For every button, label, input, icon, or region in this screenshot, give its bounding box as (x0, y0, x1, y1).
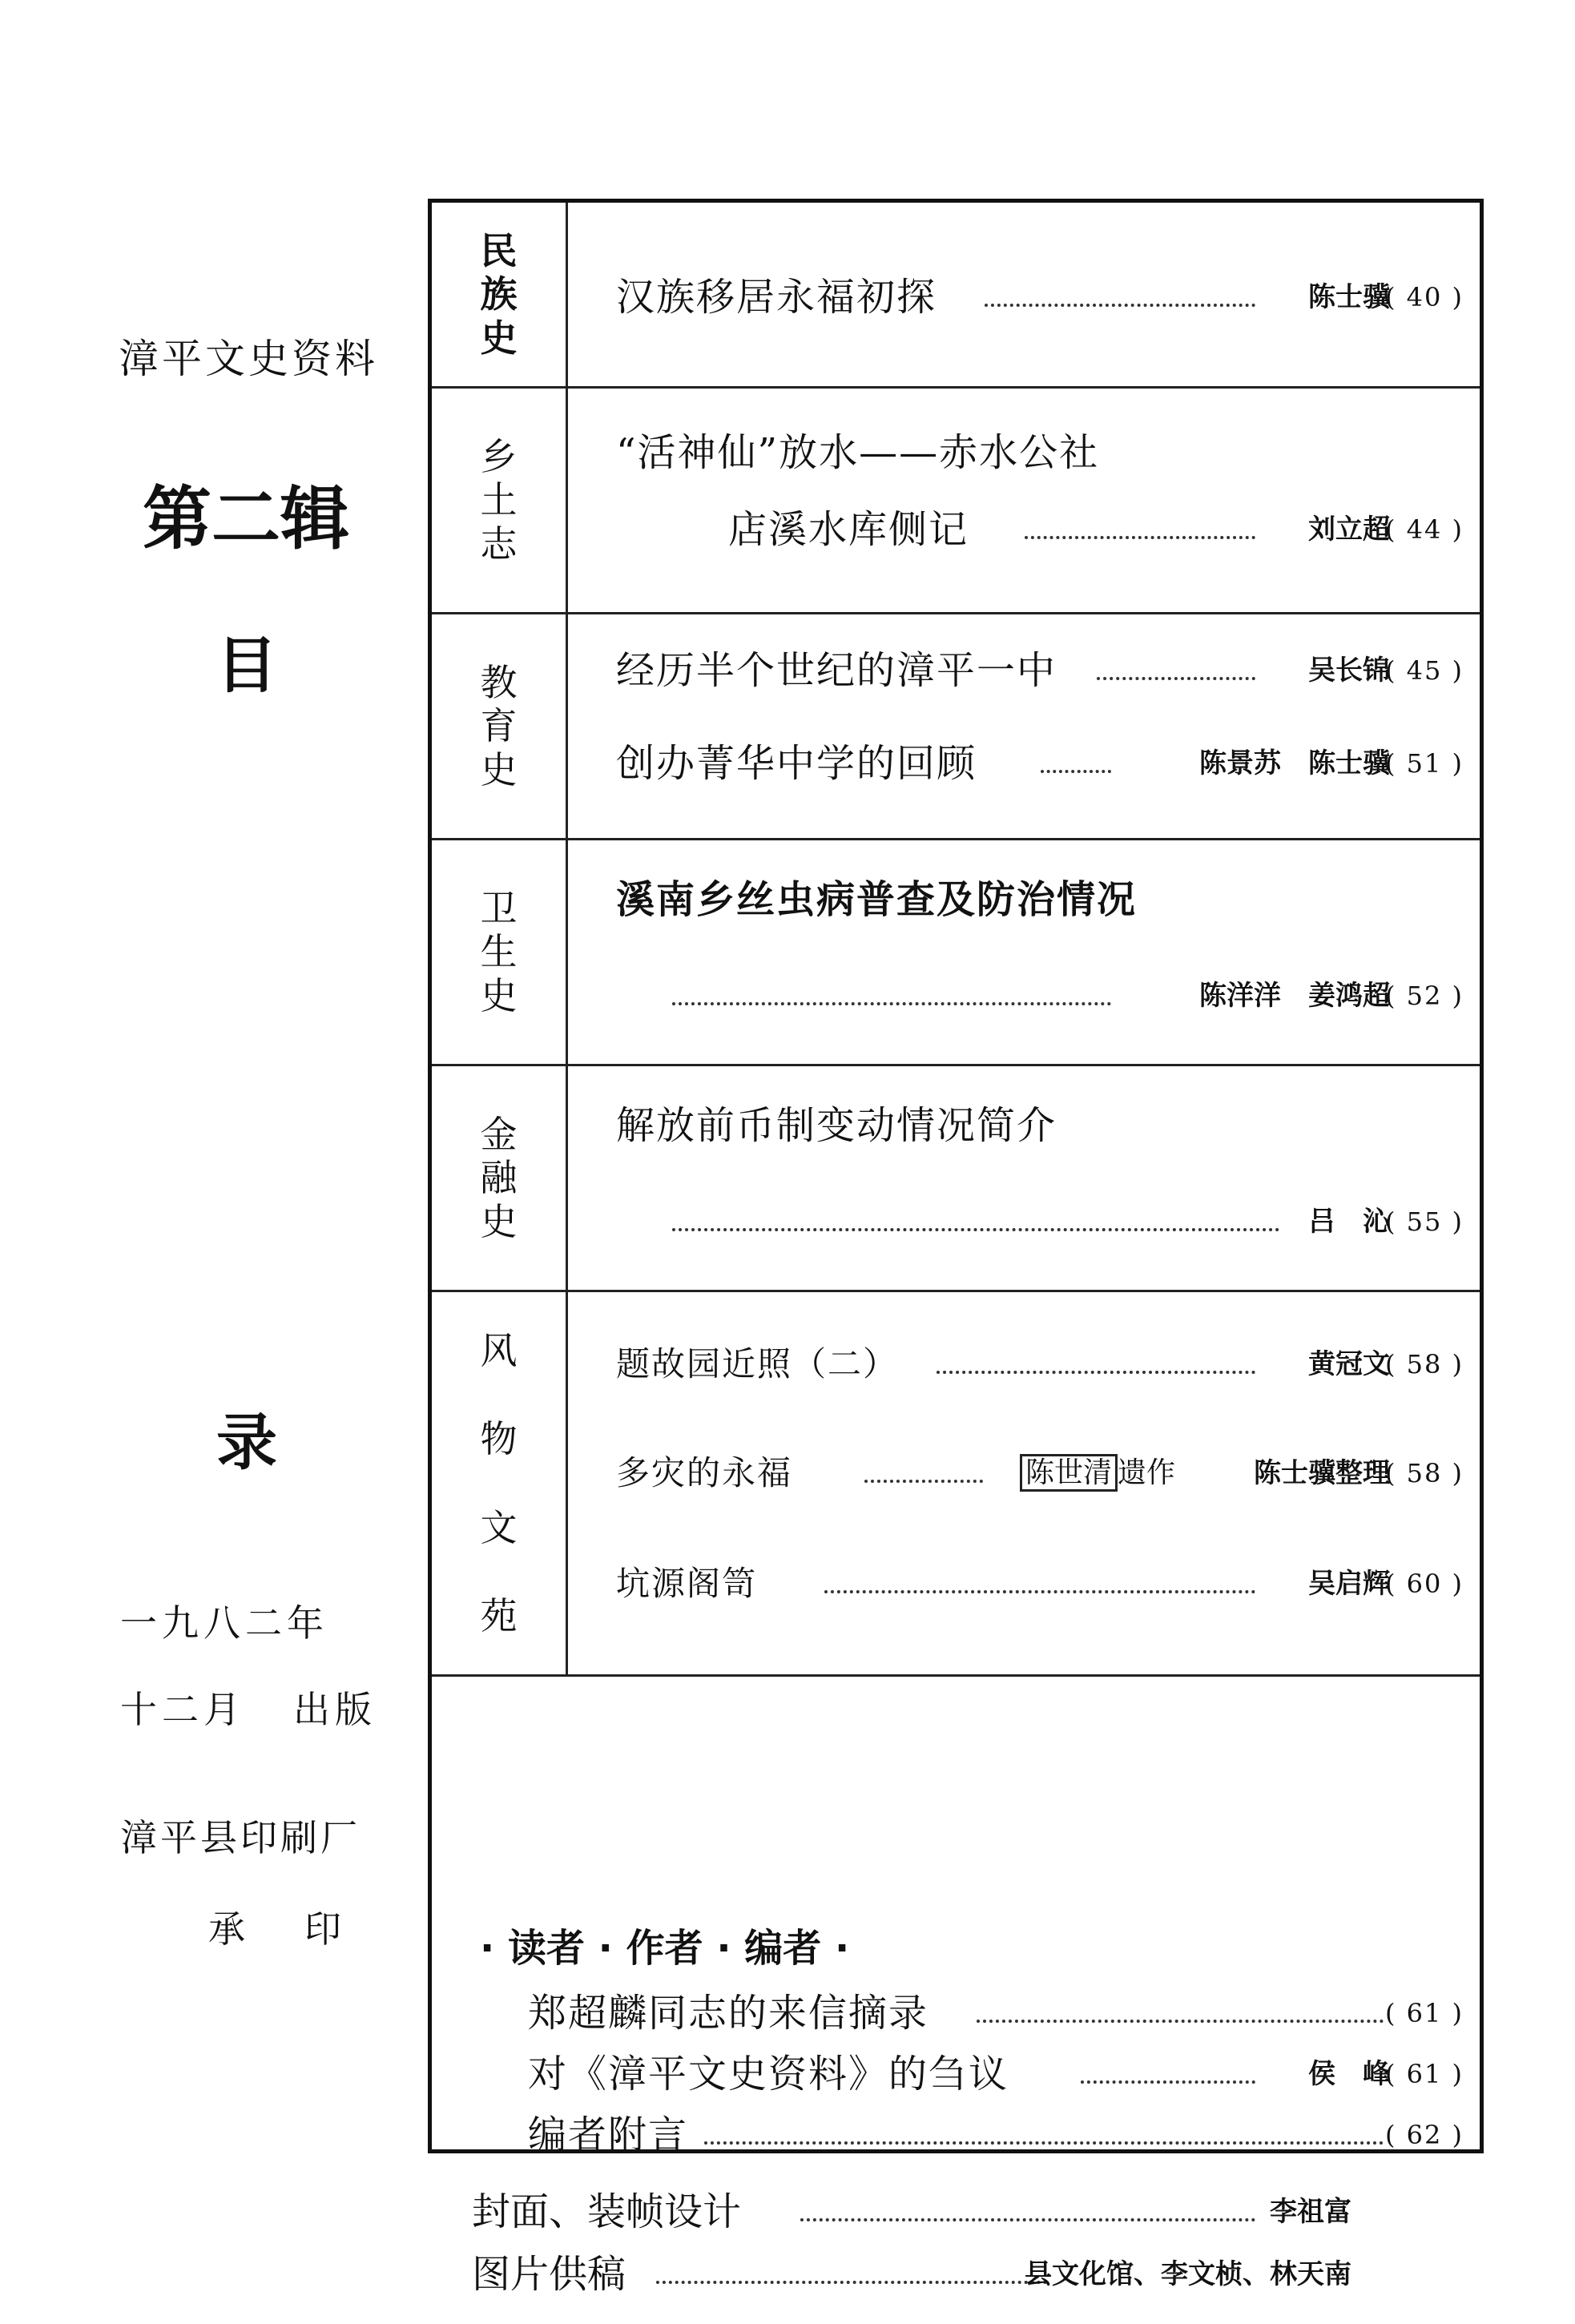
series-title: 漳平文史资料 (119, 336, 378, 382)
label-char: 苑 (480, 1593, 518, 1637)
toc-entry[interactable] (528, 2111, 1464, 2159)
entry-page: ( 52 ) (1384, 981, 1464, 1011)
entry-page: ( 45 ) (1384, 655, 1464, 686)
label-char: 史 (480, 747, 518, 791)
label-char: 土 (480, 478, 518, 522)
toc-entry[interactable] (616, 876, 1464, 924)
toc-heading-char-1: 目 (216, 630, 277, 701)
entry-author: 吕 沁 (1308, 1206, 1390, 1238)
entry-author: 陈士骥整理 (1254, 1457, 1390, 1489)
leader-dots (704, 2093, 1384, 2145)
printed-label (208, 1900, 344, 1953)
publication-year: 一九八二年 (120, 1601, 328, 1645)
section-ethnic-history (432, 203, 1480, 389)
label-char: 史 (480, 973, 518, 1017)
issue-title: 第二辑 (143, 479, 349, 559)
printed-b: 印 (304, 1907, 344, 1951)
entry-title: 经历半个世纪的漳平一中 (616, 648, 1057, 693)
label-char: 史 (480, 1199, 518, 1243)
reader-section-heading: · 读者 · 作者 · 编者 · (480, 1926, 850, 1971)
label-char: 融 (480, 1156, 518, 1200)
leader-dots (824, 1542, 1255, 1593)
entry-page: ( 62 ) (1384, 2120, 1464, 2150)
author-note: 遗作 (1117, 1456, 1175, 1489)
label-char: 金 (480, 1113, 518, 1157)
credit-title: 图片供稿 (472, 2252, 626, 2297)
toc-heading-char-2: 录 (216, 1407, 277, 1478)
published-text: 出版 (293, 1688, 377, 1731)
publication-month (120, 1681, 377, 1734)
entry-page: ( 61 ) (1384, 2059, 1464, 2089)
credit-title: 封面、装帧设计 (472, 2189, 742, 2234)
label-char: 教 (480, 661, 518, 705)
toc-entry[interactable] (616, 1560, 1464, 1608)
entry-author: 黄冠文 (1308, 1348, 1390, 1380)
label-char: 族 (480, 272, 518, 316)
month-text: 十二月 (120, 1688, 245, 1731)
entry-page: ( 51 ) (1384, 748, 1464, 779)
entry-page: ( 60 ) (1384, 1569, 1464, 1599)
toc-entry[interactable] (528, 1989, 1464, 2037)
entry-page: ( 61 ) (1384, 1998, 1464, 2028)
section-health-history (432, 840, 1480, 1066)
entry-title: 店溪水库侧记 (728, 507, 969, 552)
section-divider (432, 1677, 1480, 1679)
label-char: 民 (480, 229, 518, 273)
entry-title: 题故园近照（二） (616, 1344, 899, 1384)
leader-dots (864, 1432, 983, 1483)
toc-entry[interactable] (616, 1340, 1464, 1388)
entry-page: ( 44 ) (1384, 514, 1464, 545)
toc-entry[interactable] (616, 739, 1464, 787)
entry-title: 创办菁华中学的回顾 (616, 741, 977, 786)
leader-dots (672, 954, 1111, 1005)
leader-dots (977, 1972, 1384, 2023)
contents-box (428, 199, 1484, 2297)
entry-title: 郑超麟同志的来信摘录 (528, 1991, 929, 2036)
entry-author: 刘立超 (1308, 514, 1390, 546)
credit-line (472, 2250, 1464, 2298)
original-author: 陈世清 (1020, 1454, 1118, 1492)
entry-page: ( 58 ) (1384, 1458, 1464, 1488)
leader-dots (672, 1180, 1279, 1231)
entry-title: 溪南乡丝虫病普查及防治情况 (616, 877, 1138, 922)
entry-author: 侯 峰 (1308, 2058, 1390, 2090)
leader-dots (1041, 722, 1111, 773)
section-local-chronicle (432, 389, 1480, 614)
leader-dots (985, 256, 1255, 307)
section-education-history (432, 614, 1480, 840)
entry-page: ( 58 ) (1384, 1349, 1464, 1379)
toc-entry[interactable] (616, 646, 1464, 695)
section-label (432, 203, 568, 386)
label-char: 乡 (480, 435, 518, 479)
label-char: 育 (480, 704, 518, 748)
label-char: 风 (480, 1328, 518, 1372)
entry-title: 汉族移居永福初探 (616, 275, 937, 320)
entry-title: 解放前币制变动情况简介 (616, 1103, 1057, 1148)
leader-dots (937, 1323, 1255, 1374)
label-char: 史 (480, 316, 518, 360)
toc-entry[interactable] (528, 2050, 1464, 2098)
label-char: 卫 (480, 887, 518, 931)
toc-entry[interactable] (616, 429, 1464, 477)
credit-person: 县文化馆、李文桢、林天南 (1025, 2258, 1351, 2290)
label-char: 生 (480, 930, 518, 974)
section-label (432, 389, 568, 612)
entry-author: 陈洋洋 姜鸿超 (1199, 980, 1390, 1012)
label-char: 物 (480, 1417, 518, 1461)
section-scenery-literature (432, 1292, 1480, 1677)
original-author-group (1020, 1449, 1175, 1497)
section-finance-history (432, 1066, 1480, 1292)
leader-dots (1097, 629, 1255, 680)
section-label (432, 840, 568, 1064)
leader-dots (1025, 488, 1255, 539)
entry-title: 坑源阁笥 (616, 1564, 758, 1603)
printed-a: 承 (208, 1907, 248, 1951)
label-char: 文 (480, 1505, 518, 1549)
entry-author: 吴启辉 (1308, 1568, 1390, 1600)
credit-person: 李祖富 (1270, 2196, 1351, 2228)
toc-entry[interactable] (616, 1449, 1464, 1497)
toc-entry[interactable] (728, 505, 1464, 554)
entry-page: ( 55 ) (1384, 1206, 1464, 1237)
section-label (432, 1292, 568, 1674)
section-label (432, 614, 568, 838)
entry-page: ( 40 ) (1384, 282, 1464, 312)
section-label (432, 1066, 568, 1290)
entry-title: 对《漳平文史资料》的刍议 (528, 2052, 1009, 2096)
entry-title: 编者附言 (528, 2113, 689, 2157)
leader-dots (1081, 2032, 1255, 2084)
entry-title: “活神仙”放水——赤水公社 (616, 430, 1100, 475)
entry-author: 陈景苏 陈士骥 (1199, 747, 1390, 779)
label-char: 志 (480, 522, 518, 566)
left-column (0, 0, 425, 2324)
credit-line (472, 2188, 1464, 2236)
toc-entry[interactable] (616, 273, 1464, 321)
leader-dots (800, 2170, 1255, 2221)
leader-dots (656, 2233, 1047, 2284)
entry-author: 陈士骥 (1308, 281, 1390, 313)
printer-name: 漳平县印刷厂 (120, 1816, 361, 1859)
entry-title: 多灾的永福 (616, 1453, 793, 1492)
entry-author: 吴长锦 (1308, 655, 1390, 687)
toc-entry[interactable] (616, 1102, 1464, 1150)
